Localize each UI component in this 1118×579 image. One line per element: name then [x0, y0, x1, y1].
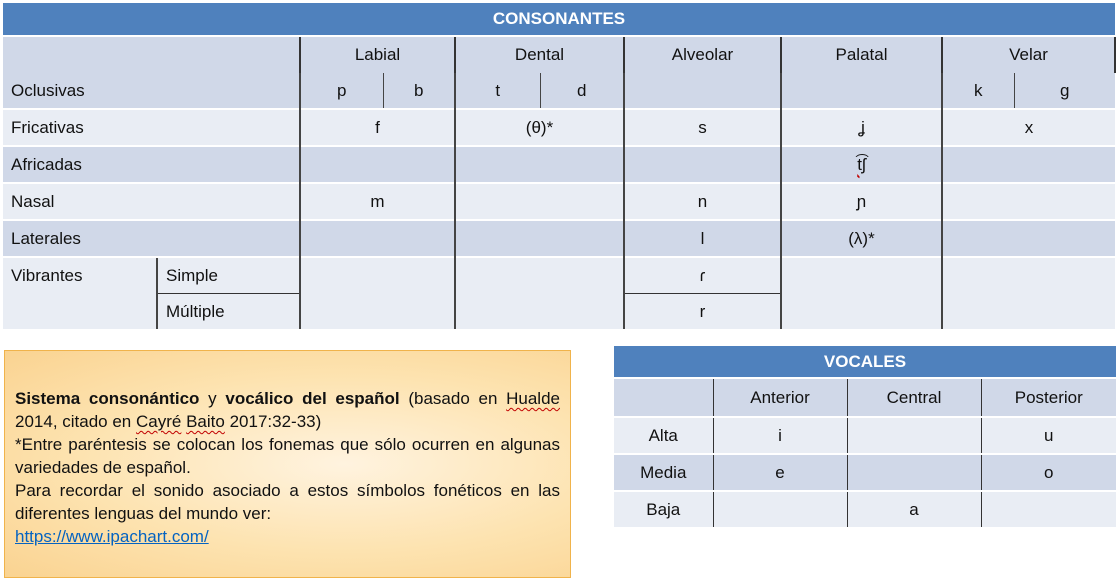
col-central: Central: [847, 378, 981, 417]
cell-empty: [624, 146, 781, 183]
cell-empty: [455, 257, 624, 329]
row-alta: [614, 417, 1116, 454]
consonants-table: [3, 3, 1116, 329]
cell-e: e: [713, 454, 847, 491]
ipa-chart-link[interactable]: https://www.ipachart.com/: [15, 527, 209, 546]
note-text-2: 2014, citado en: [15, 412, 132, 431]
cell-empty: [455, 183, 624, 220]
row-label: Nasal: [3, 183, 300, 220]
cell-tap: ɾ: [624, 257, 781, 294]
vowels-table: [614, 346, 1116, 527]
cell-empty: [455, 220, 624, 257]
cell-s: s: [624, 109, 781, 146]
note-y: y: [208, 389, 217, 408]
col-alveolar: Alveolar: [624, 36, 781, 73]
tsh-symbol: t͡ʃ: [857, 154, 866, 174]
cell-a: a: [847, 491, 981, 527]
col-dental: Dental: [455, 36, 624, 73]
row-vibrantes-simple: [3, 257, 1115, 294]
cell-empty: [455, 146, 624, 183]
row-label: Laterales: [3, 220, 300, 257]
cell-empty: [942, 220, 1115, 257]
row-media: [614, 454, 1116, 491]
note-cayre: Cayré: [136, 412, 182, 431]
note-bold-2: vocálico del español: [225, 389, 400, 408]
cell-empty: [713, 491, 847, 527]
row-baja: [614, 491, 1116, 527]
cell-trill: r: [624, 294, 781, 330]
row-fricativas: [3, 109, 1115, 146]
row-nasal: [3, 183, 1115, 220]
row-oclusivas: [3, 73, 1115, 109]
note-line-2: *Entre paréntesis se colocan los fonemas que sólo ocurren en algunas variedades de español.: [15, 435, 560, 477]
col-velar: Velar: [942, 36, 1115, 73]
note-text: [15, 387, 560, 433]
vowels-header-row: [614, 378, 1116, 417]
header-empty: [614, 378, 713, 417]
col-labial: Labial: [300, 36, 455, 73]
cell-tsh: [781, 146, 942, 183]
cell-empty: [300, 257, 455, 329]
row-label: Baja: [614, 491, 713, 527]
row-label: Africadas: [3, 146, 300, 183]
note-line-3: Para recordar el sonido asociado a estos símbolos fonéticos en las diferentes lenguas del mundo ver:: [15, 481, 560, 523]
cell-empty: [847, 454, 981, 491]
col-palatal: Palatal: [781, 36, 942, 73]
note-text-1: (basado en: [408, 389, 498, 408]
sub-label-multiple: Múltiple: [157, 294, 300, 330]
cell-p: p: [300, 73, 383, 109]
consonants-title: CONSONANTES: [3, 3, 1115, 36]
row-label: Oclusivas: [3, 73, 300, 109]
note-box: [4, 350, 571, 578]
col-posterior: Posterior: [981, 378, 1116, 417]
cell-empty: [300, 220, 455, 257]
row-africadas: [3, 146, 1115, 183]
cell-m: m: [300, 183, 455, 220]
row-label: Alta: [614, 417, 713, 454]
row-label: Vibrantes: [3, 257, 157, 329]
sub-label-simple: Simple: [157, 257, 300, 294]
cell-lambda: (λ)*: [781, 220, 942, 257]
cell-j: ʝ: [781, 109, 942, 146]
cell-o: o: [981, 454, 1116, 491]
cell-u: u: [981, 417, 1116, 454]
cell-empty: [981, 491, 1116, 527]
col-anterior: Anterior: [713, 378, 847, 417]
cell-theta: (θ)*: [455, 109, 624, 146]
cell-empty: [942, 257, 1115, 329]
cell-i: i: [713, 417, 847, 454]
consonants-header-row: [3, 36, 1115, 73]
cell-n: n: [624, 183, 781, 220]
cell-empty: [300, 146, 455, 183]
cell-empty: [942, 183, 1115, 220]
cell-l: l: [624, 220, 781, 257]
cell-empty: [624, 73, 781, 109]
cell-f: f: [300, 109, 455, 146]
cell-g: g: [1014, 73, 1115, 109]
cell-d: d: [540, 73, 624, 109]
vowels-title: VOCALES: [614, 346, 1116, 378]
cell-empty: [781, 257, 942, 329]
cell-t: t: [455, 73, 540, 109]
note-bold-1: Sistema consonántico: [15, 389, 200, 408]
cell-k: k: [942, 73, 1014, 109]
header-empty: [3, 36, 300, 73]
cell-empty: [847, 417, 981, 454]
note-text-3: 2017:32-33): [229, 412, 322, 431]
row-laterales: [3, 220, 1115, 257]
cell-b: b: [383, 73, 455, 109]
cell-x: x: [942, 109, 1115, 146]
cell-empty: [781, 73, 942, 109]
cell-nh: ɲ: [781, 183, 942, 220]
note-hualde: Hualde: [506, 389, 560, 408]
row-label: Fricativas: [3, 109, 300, 146]
note-baito: Baito: [186, 412, 225, 431]
cell-empty: [942, 146, 1115, 183]
row-label: Media: [614, 454, 713, 491]
